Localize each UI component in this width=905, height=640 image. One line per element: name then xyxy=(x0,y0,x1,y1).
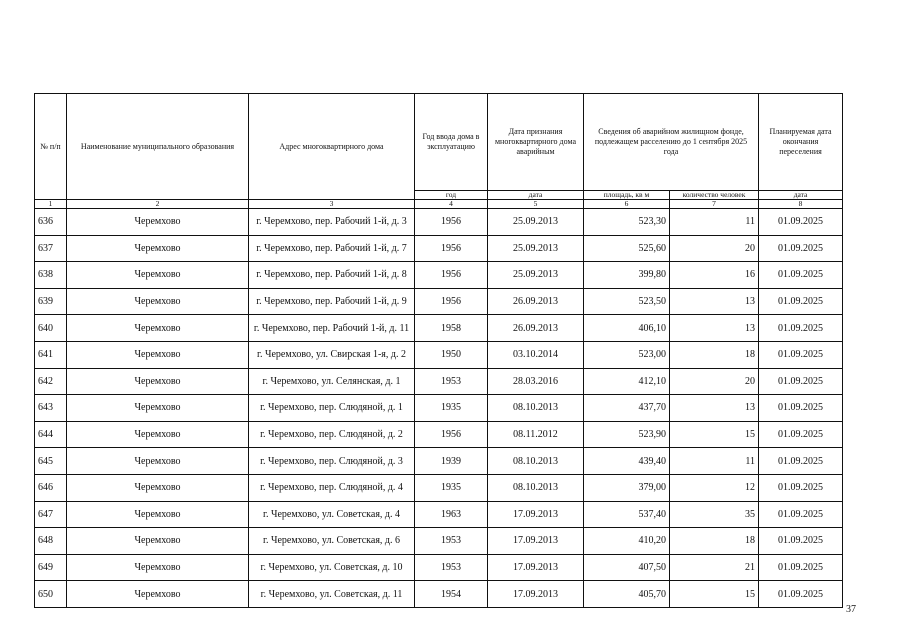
cell-people: 20 xyxy=(670,235,759,262)
cell-recognition-date: 26.09.2013 xyxy=(488,288,584,315)
cell-year: 1954 xyxy=(415,581,488,608)
header-emergency-fund: Сведения об аварийном жилищном фонде, подлежащем расселению до 1 сентября 2025 года xyxy=(584,94,759,191)
page-number: 37 xyxy=(846,604,856,615)
cell-address: г. Черемхово, ул. Советская, д. 4 xyxy=(249,501,415,528)
cell-area: 525,60 xyxy=(584,235,670,262)
cell-year: 1956 xyxy=(415,262,488,289)
cell-address: г. Черемхово, пер. Слюдяной, д. 3 xyxy=(249,448,415,475)
cell-number: 646 xyxy=(35,474,67,501)
table-row xyxy=(35,315,843,342)
cell-year: 1956 xyxy=(415,235,488,262)
cell-end-date: 01.09.2025 xyxy=(759,501,843,528)
cell-people: 16 xyxy=(670,262,759,289)
cell-recognition-date: 08.10.2013 xyxy=(488,395,584,422)
cell-recognition-date: 08.10.2013 xyxy=(488,474,584,501)
cell-year: 1956 xyxy=(415,209,488,236)
cell-number: 642 xyxy=(35,368,67,395)
header-municipality: Наименование муниципального образования xyxy=(67,94,249,200)
cell-area: 523,30 xyxy=(584,209,670,236)
header-recognition-date: Дата признания многоквартирного дома аварийным xyxy=(488,94,584,191)
cell-recognition-date: 26.09.2013 xyxy=(488,315,584,342)
cell-area: 437,70 xyxy=(584,395,670,422)
cell-year: 1956 xyxy=(415,421,488,448)
cell-year: 1953 xyxy=(415,528,488,555)
cell-number: 649 xyxy=(35,554,67,581)
cell-number: 636 xyxy=(35,209,67,236)
table-row xyxy=(35,501,843,528)
cell-end-date: 01.09.2025 xyxy=(759,581,843,608)
col-number: 1 xyxy=(35,200,67,209)
cell-year: 1953 xyxy=(415,368,488,395)
col-number: 5 xyxy=(488,200,584,209)
col-number: 7 xyxy=(670,200,759,209)
cell-municipality: Черемхово xyxy=(67,209,249,236)
cell-address: г. Черемхово, пер. Слюдяной, д. 1 xyxy=(249,395,415,422)
table-row xyxy=(35,262,843,289)
table-row xyxy=(35,581,843,608)
cell-number: 644 xyxy=(35,421,67,448)
cell-municipality: Черемхово xyxy=(67,448,249,475)
cell-address: г. Черемхово, пер. Рабочий 1-й, д. 3 xyxy=(249,209,415,236)
cell-people: 13 xyxy=(670,288,759,315)
cell-recognition-date: 17.09.2013 xyxy=(488,501,584,528)
cell-address: г. Черемхово, пер. Рабочий 1-й, д. 11 xyxy=(249,315,415,342)
cell-people: 15 xyxy=(670,581,759,608)
cell-municipality: Черемхово xyxy=(67,368,249,395)
table-row xyxy=(35,209,843,236)
cell-end-date: 01.09.2025 xyxy=(759,421,843,448)
cell-end-date: 01.09.2025 xyxy=(759,235,843,262)
cell-people: 12 xyxy=(670,474,759,501)
cell-address: г. Черемхово, пер. Рабочий 1-й, д. 7 xyxy=(249,235,415,262)
cell-municipality: Черемхово xyxy=(67,395,249,422)
table-row xyxy=(35,341,843,368)
cell-end-date: 01.09.2025 xyxy=(759,395,843,422)
table-row xyxy=(35,448,843,475)
cell-people: 21 xyxy=(670,554,759,581)
cell-number: 648 xyxy=(35,528,67,555)
cell-people: 15 xyxy=(670,421,759,448)
cell-recognition-date: 17.09.2013 xyxy=(488,528,584,555)
cell-address: г. Черемхово, пер. Слюдяной, д. 4 xyxy=(249,474,415,501)
cell-recognition-date: 25.09.2013 xyxy=(488,262,584,289)
cell-end-date: 01.09.2025 xyxy=(759,368,843,395)
cell-end-date: 01.09.2025 xyxy=(759,554,843,581)
cell-municipality: Черемхово xyxy=(67,262,249,289)
cell-municipality: Черемхово xyxy=(67,341,249,368)
cell-number: 643 xyxy=(35,395,67,422)
unit-date: дата xyxy=(488,191,584,200)
cell-area: 407,50 xyxy=(584,554,670,581)
unit-area: площадь, кв м xyxy=(584,191,670,200)
table-row xyxy=(35,554,843,581)
cell-area: 523,00 xyxy=(584,341,670,368)
cell-recognition-date: 28.03.2016 xyxy=(488,368,584,395)
table-row xyxy=(35,528,843,555)
cell-year: 1939 xyxy=(415,448,488,475)
header-year: Год ввода дома в эксплуатацию xyxy=(415,94,488,191)
cell-recognition-date: 17.09.2013 xyxy=(488,554,584,581)
cell-recognition-date: 03.10.2014 xyxy=(488,341,584,368)
unit-year: год xyxy=(415,191,488,200)
cell-recognition-date: 25.09.2013 xyxy=(488,235,584,262)
col-number: 6 xyxy=(584,200,670,209)
table-row xyxy=(35,368,843,395)
cell-address: г. Черемхово, ул. Свирская 1-я, д. 2 xyxy=(249,341,415,368)
cell-area: 439,40 xyxy=(584,448,670,475)
cell-people: 18 xyxy=(670,528,759,555)
cell-area: 412,10 xyxy=(584,368,670,395)
cell-number: 647 xyxy=(35,501,67,528)
cell-number: 641 xyxy=(35,341,67,368)
header-address: Адрес многоквартирного дома xyxy=(249,94,415,200)
cell-end-date: 01.09.2025 xyxy=(759,315,843,342)
cell-year: 1935 xyxy=(415,395,488,422)
cell-area: 410,20 xyxy=(584,528,670,555)
cell-number: 639 xyxy=(35,288,67,315)
unit-people: количество человек xyxy=(670,191,759,200)
cell-number: 645 xyxy=(35,448,67,475)
cell-year: 1950 xyxy=(415,341,488,368)
table-row xyxy=(35,235,843,262)
cell-address: г. Черемхово, пер. Рабочий 1-й, д. 9 xyxy=(249,288,415,315)
header-planned-date: Планируемая дата окончания переселения xyxy=(759,94,843,191)
cell-end-date: 01.09.2025 xyxy=(759,209,843,236)
cell-number: 638 xyxy=(35,262,67,289)
header-row-number: № п/п xyxy=(35,94,67,200)
cell-address: г. Черемхово, ул. Советская, д. 11 xyxy=(249,581,415,608)
cell-municipality: Черемхово xyxy=(67,421,249,448)
cell-municipality: Черемхово xyxy=(67,501,249,528)
cell-recognition-date: 25.09.2013 xyxy=(488,209,584,236)
cell-area: 523,50 xyxy=(584,288,670,315)
cell-recognition-date: 17.09.2013 xyxy=(488,581,584,608)
cell-year: 1935 xyxy=(415,474,488,501)
col-number: 2 xyxy=(67,200,249,209)
cell-people: 11 xyxy=(670,448,759,475)
cell-year: 1958 xyxy=(415,315,488,342)
cell-area: 537,40 xyxy=(584,501,670,528)
cell-end-date: 01.09.2025 xyxy=(759,528,843,555)
cell-municipality: Черемхово xyxy=(67,474,249,501)
housing-table xyxy=(34,93,843,608)
cell-address: г. Черемхово, ул. Советская, д. 6 xyxy=(249,528,415,555)
cell-area: 399,80 xyxy=(584,262,670,289)
cell-municipality: Черемхово xyxy=(67,554,249,581)
cell-number: 637 xyxy=(35,235,67,262)
table-row xyxy=(35,395,843,422)
cell-address: г. Черемхово, ул. Селянская, д. 1 xyxy=(249,368,415,395)
cell-area: 406,10 xyxy=(584,315,670,342)
unit-end-date: дата xyxy=(759,191,843,200)
cell-area: 405,70 xyxy=(584,581,670,608)
cell-address: г. Черемхово, ул. Советская, д. 10 xyxy=(249,554,415,581)
cell-municipality: Черемхово xyxy=(67,288,249,315)
cell-year: 1953 xyxy=(415,554,488,581)
cell-people: 18 xyxy=(670,341,759,368)
cell-year: 1956 xyxy=(415,288,488,315)
cell-municipality: Черемхово xyxy=(67,315,249,342)
cell-municipality: Черемхово xyxy=(67,235,249,262)
col-number: 3 xyxy=(249,200,415,209)
cell-address: г. Черемхово, пер. Слюдяной, д. 2 xyxy=(249,421,415,448)
cell-recognition-date: 08.11.2012 xyxy=(488,421,584,448)
table-row xyxy=(35,474,843,501)
cell-end-date: 01.09.2025 xyxy=(759,448,843,475)
cell-people: 13 xyxy=(670,315,759,342)
cell-number: 650 xyxy=(35,581,67,608)
cell-people: 13 xyxy=(670,395,759,422)
cell-municipality: Черемхово xyxy=(67,528,249,555)
cell-recognition-date: 08.10.2013 xyxy=(488,448,584,475)
cell-people: 20 xyxy=(670,368,759,395)
cell-end-date: 01.09.2025 xyxy=(759,341,843,368)
table-row xyxy=(35,421,843,448)
table-row xyxy=(35,288,843,315)
cell-people: 11 xyxy=(670,209,759,236)
cell-end-date: 01.09.2025 xyxy=(759,262,843,289)
col-number: 4 xyxy=(415,200,488,209)
cell-end-date: 01.09.2025 xyxy=(759,474,843,501)
cell-end-date: 01.09.2025 xyxy=(759,288,843,315)
cell-municipality: Черемхово xyxy=(67,581,249,608)
cell-area: 523,90 xyxy=(584,421,670,448)
cell-address: г. Черемхово, пер. Рабочий 1-й, д. 8 xyxy=(249,262,415,289)
cell-year: 1963 xyxy=(415,501,488,528)
col-number: 8 xyxy=(759,200,843,209)
cell-area: 379,00 xyxy=(584,474,670,501)
cell-number: 640 xyxy=(35,315,67,342)
cell-people: 35 xyxy=(670,501,759,528)
